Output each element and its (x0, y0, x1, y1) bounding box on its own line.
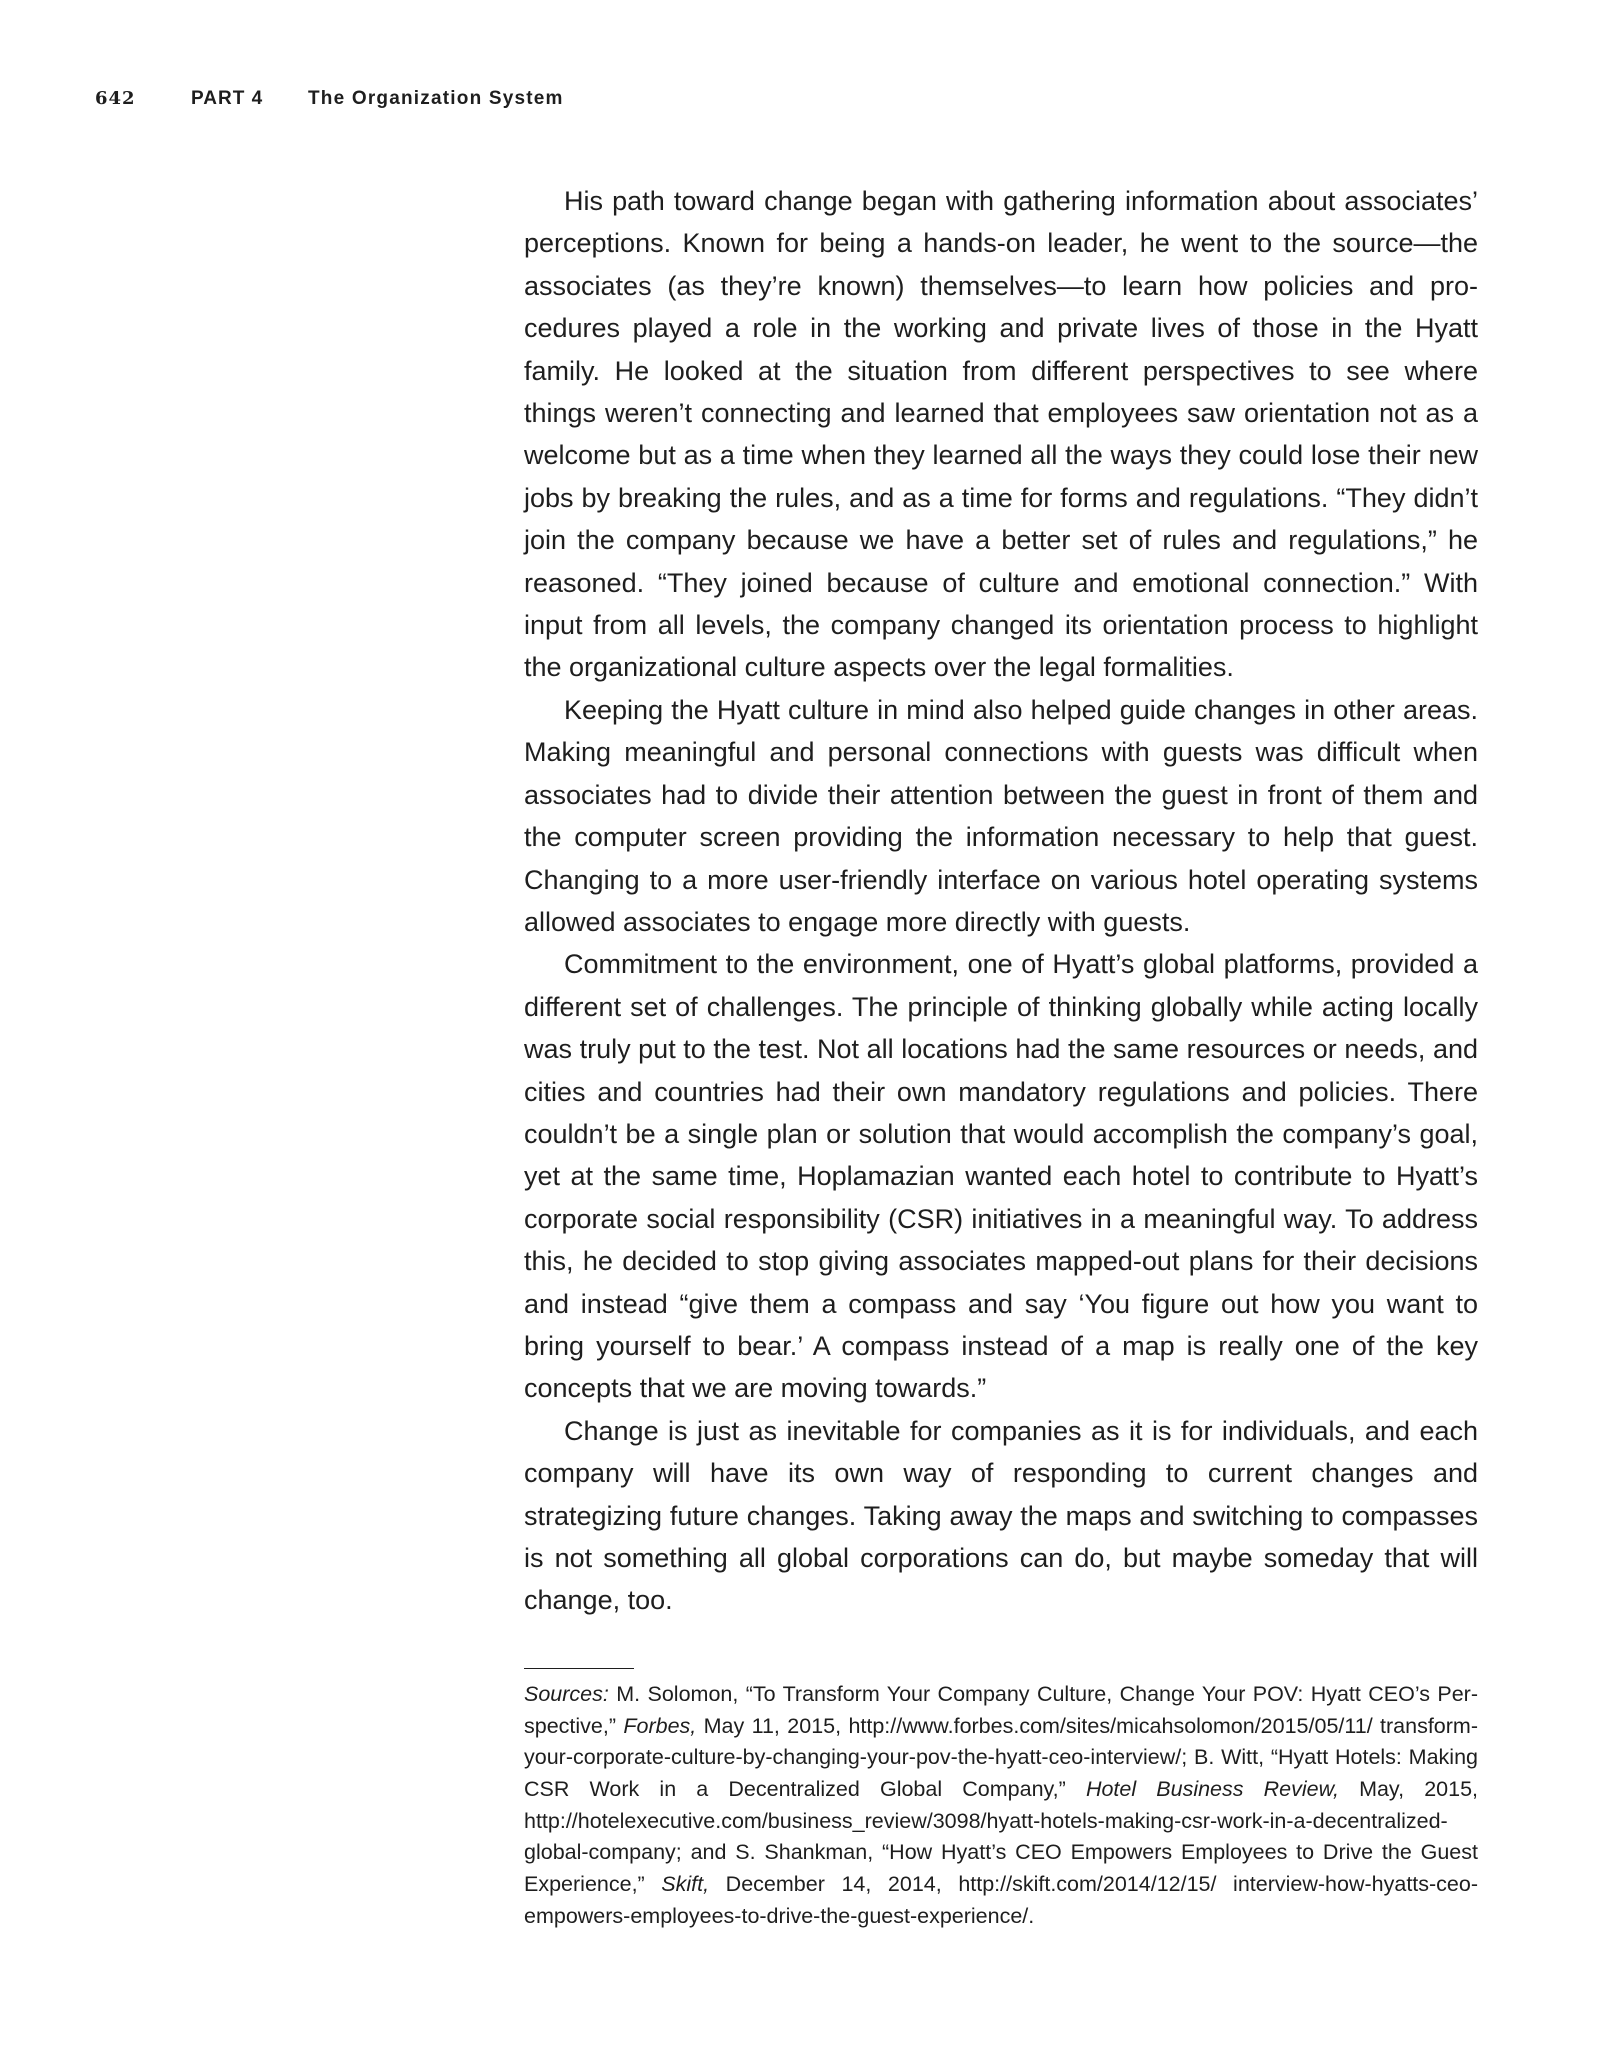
sources-text: M. Solomon, “To Transform Your Company Culture, Change Your POV: Hyatt CEO’s Perspective,” (524, 1681, 1478, 1738)
running-head (95, 88, 564, 110)
main-text-column (524, 180, 1478, 1932)
body-paragraph: His path toward change began with gathering information about associates’ perceptions. Known for being a hands-on leader, he went to the source—the associates (as they’re known) themselves—to learn how policies and procedures played a role in the working and private lives of those in the Hyatt family. He looked at the situation from different perspectives to see where things weren’t connecting and learned that employees saw orientation not as a welcome but as a time when they learned all the ways they could lose their new jobs by breaking the rules, and as a time for forms and regulations. “They didn’t join the company because we have a better set of rules and regulations,” he reasoned. “They joined because of culture and emotional connection.” With input from all levels, the company changed its orientation process to highlight the organizational culture aspects over the legal formalities. (524, 186, 1478, 683)
sources-text: May, 2015, http://hotelexecutive.com/business_review/3098/hyatt-hotels-making-csr-work-in-a-decentralized-global-company; and S. Shankman, “How Hyatt’s CEO Empowers Employees to Drive the Guest Experience,” (524, 1776, 1478, 1897)
footnote-divider (524, 1668, 634, 1669)
sources-publication: Hotel Business Review, (1085, 1776, 1339, 1801)
part-label: PART 4 (191, 88, 264, 109)
sources-text: May 11, 2015, http://www.forbes.com/sites/micahsolomon/2015/05/11/ transform-your-corporate-culture-by-changing-your-pov-the-hyatt-ceo-interview/; B. Witt, “Hyatt Hotels: Making CSR Work in a Decentralized Global Company,” (524, 1713, 1478, 1801)
body-paragraph: Keeping the Hyatt culture in mind also helped guide changes in other areas. Making meaningful and personal connections with guests was difficult when associates had to divide their attention between the guest in front of them and the computer screen providing the information necessary to help that guest. Changing to a more user-friendly interface on various hotel operating systems allowed associates to engage more directly with guests. (524, 694, 1478, 937)
sources-publication: Skift, (661, 1872, 710, 1897)
sources-note (524, 1679, 1478, 1933)
page-number: 642 (95, 88, 136, 109)
body-paragraph: Change is just as inevitable for companies as it is for individuals, and each company will have its own way of responding to current changes and strategizing future changes. Taking away the maps and switching to compasses is not something all global corporations can do, but maybe someday that will change, too. (524, 1415, 1478, 1616)
sources-label: Sources: (524, 1681, 609, 1706)
section-title: The Organization System (308, 88, 564, 109)
body-paragraph: Commitment to the environment, one of Hyatt’s global platforms, provided a different set of challenges. The principle of thinking globally while acting locally was truly put to the test. Not all locations had the same resources or needs, and cities and countries had their own mandatory regulations and policies. There couldn’t be a single plan or solution that would accomplish the company’s goal, yet at the same time, Hoplamazian wanted each hotel to contribute to Hyatt’s corporate social responsibility (CSR) initiatives in a meaningful way. To address this, he decided to stop giving associates mapped-out plans for their decisions and instead “give them a compass and say ‘You figure out how you want to bring yourself to bear.’ A compass instead of a map is really one of the key concepts that we are moving towards.” (524, 949, 1478, 1404)
sources-text: December 14, 2014, http://skift.com/2014/12/15/ interview-how-hyatts-ceo-empowers-employees-to-drive-the-guest-experience/. (524, 1872, 1478, 1928)
sources-publication: Forbes, (623, 1713, 697, 1738)
